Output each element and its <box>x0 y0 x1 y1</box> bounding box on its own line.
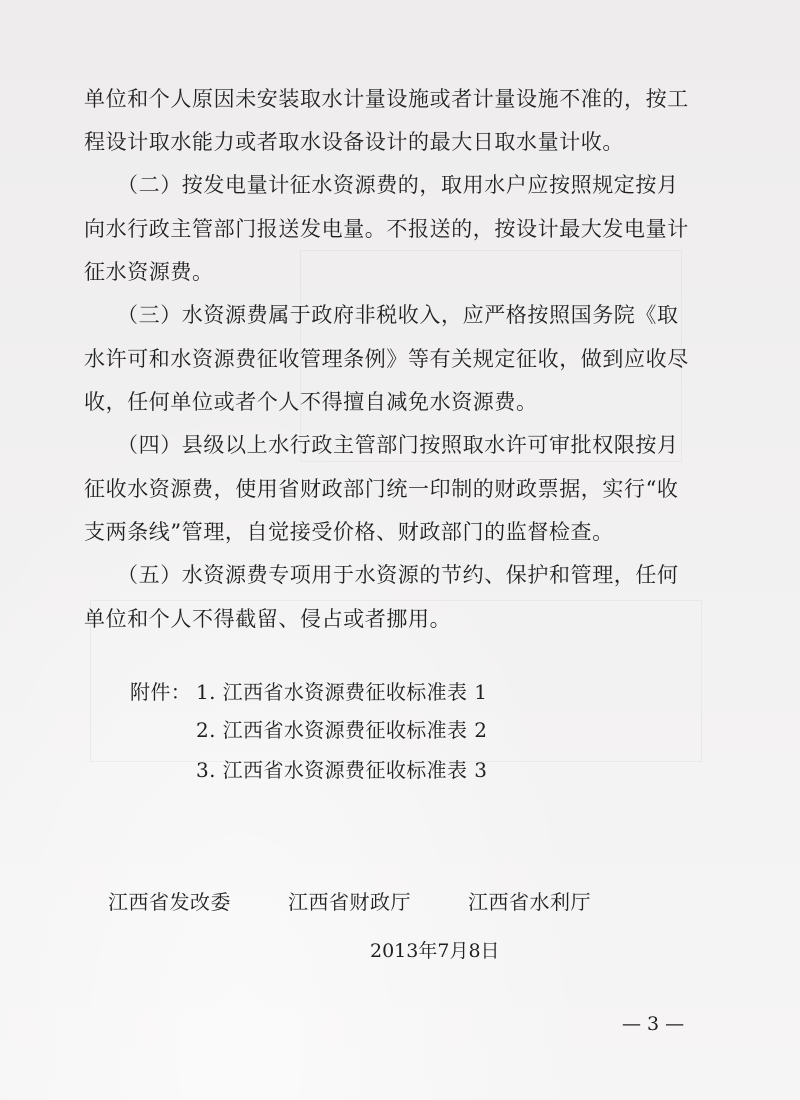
body-line-13: 单位和个人不得截留、侵占或者挪用。 <box>84 607 452 631</box>
body-line-2: 程设计取水能力或者取水设备设计的最大日取水量计收。 <box>84 130 624 154</box>
body-line-10: 征收水资源费，使用省财政部门统一印制的财政票据，实行“收 <box>84 477 679 501</box>
page-number: — 3 — <box>622 1013 685 1035</box>
signatory: 江西省发改委 <box>108 890 231 914</box>
body-line-11: 支两条线”管理，自觉接受价格、财政部门的监督检查。 <box>84 520 614 544</box>
body-line-6: （三）水资源费属于政府非税收入，应严格按照国务院《取 <box>117 303 679 327</box>
attachments-label: 附件： <box>130 680 192 704</box>
body-line-4: 向水行政主管部门报送发电量。不报送的，按设计最大发电量计 <box>84 217 689 241</box>
body-line-3: （二）按发电量计征水资源费的，取用水户应按照规定按月 <box>117 173 679 197</box>
attachment-item: 3. 江西省水资源费征收标准表 3 <box>196 758 488 782</box>
body-line-7: 水许可和水资源费征收管理条例》等有关规定征收，做到应收尽 <box>84 347 689 371</box>
body-line-1: 单位和个人原因未安装取水计量设施或者计量设施不准的，按工 <box>84 87 689 111</box>
attachment-item: 1. 江西省水资源费征收标准表 1 <box>196 680 488 704</box>
body-line-5: 征水资源费。 <box>84 260 214 284</box>
body-line-9: （四）县级以上水行政主管部门按照取水许可审批权限按月 <box>117 433 679 457</box>
attachment-item: 2. 江西省水资源费征收标准表 2 <box>196 718 488 742</box>
document-date: 2013年7月8日 <box>370 940 500 962</box>
body-line-8: 收，任何单位或者个人不得擅自减免水资源费。 <box>84 390 538 414</box>
signatory: 江西省水利厅 <box>468 890 591 914</box>
signatory: 江西省财政厅 <box>288 890 411 914</box>
body-line-12: （五）水资源费专项用于水资源的节约、保护和管理，任何 <box>117 563 679 587</box>
